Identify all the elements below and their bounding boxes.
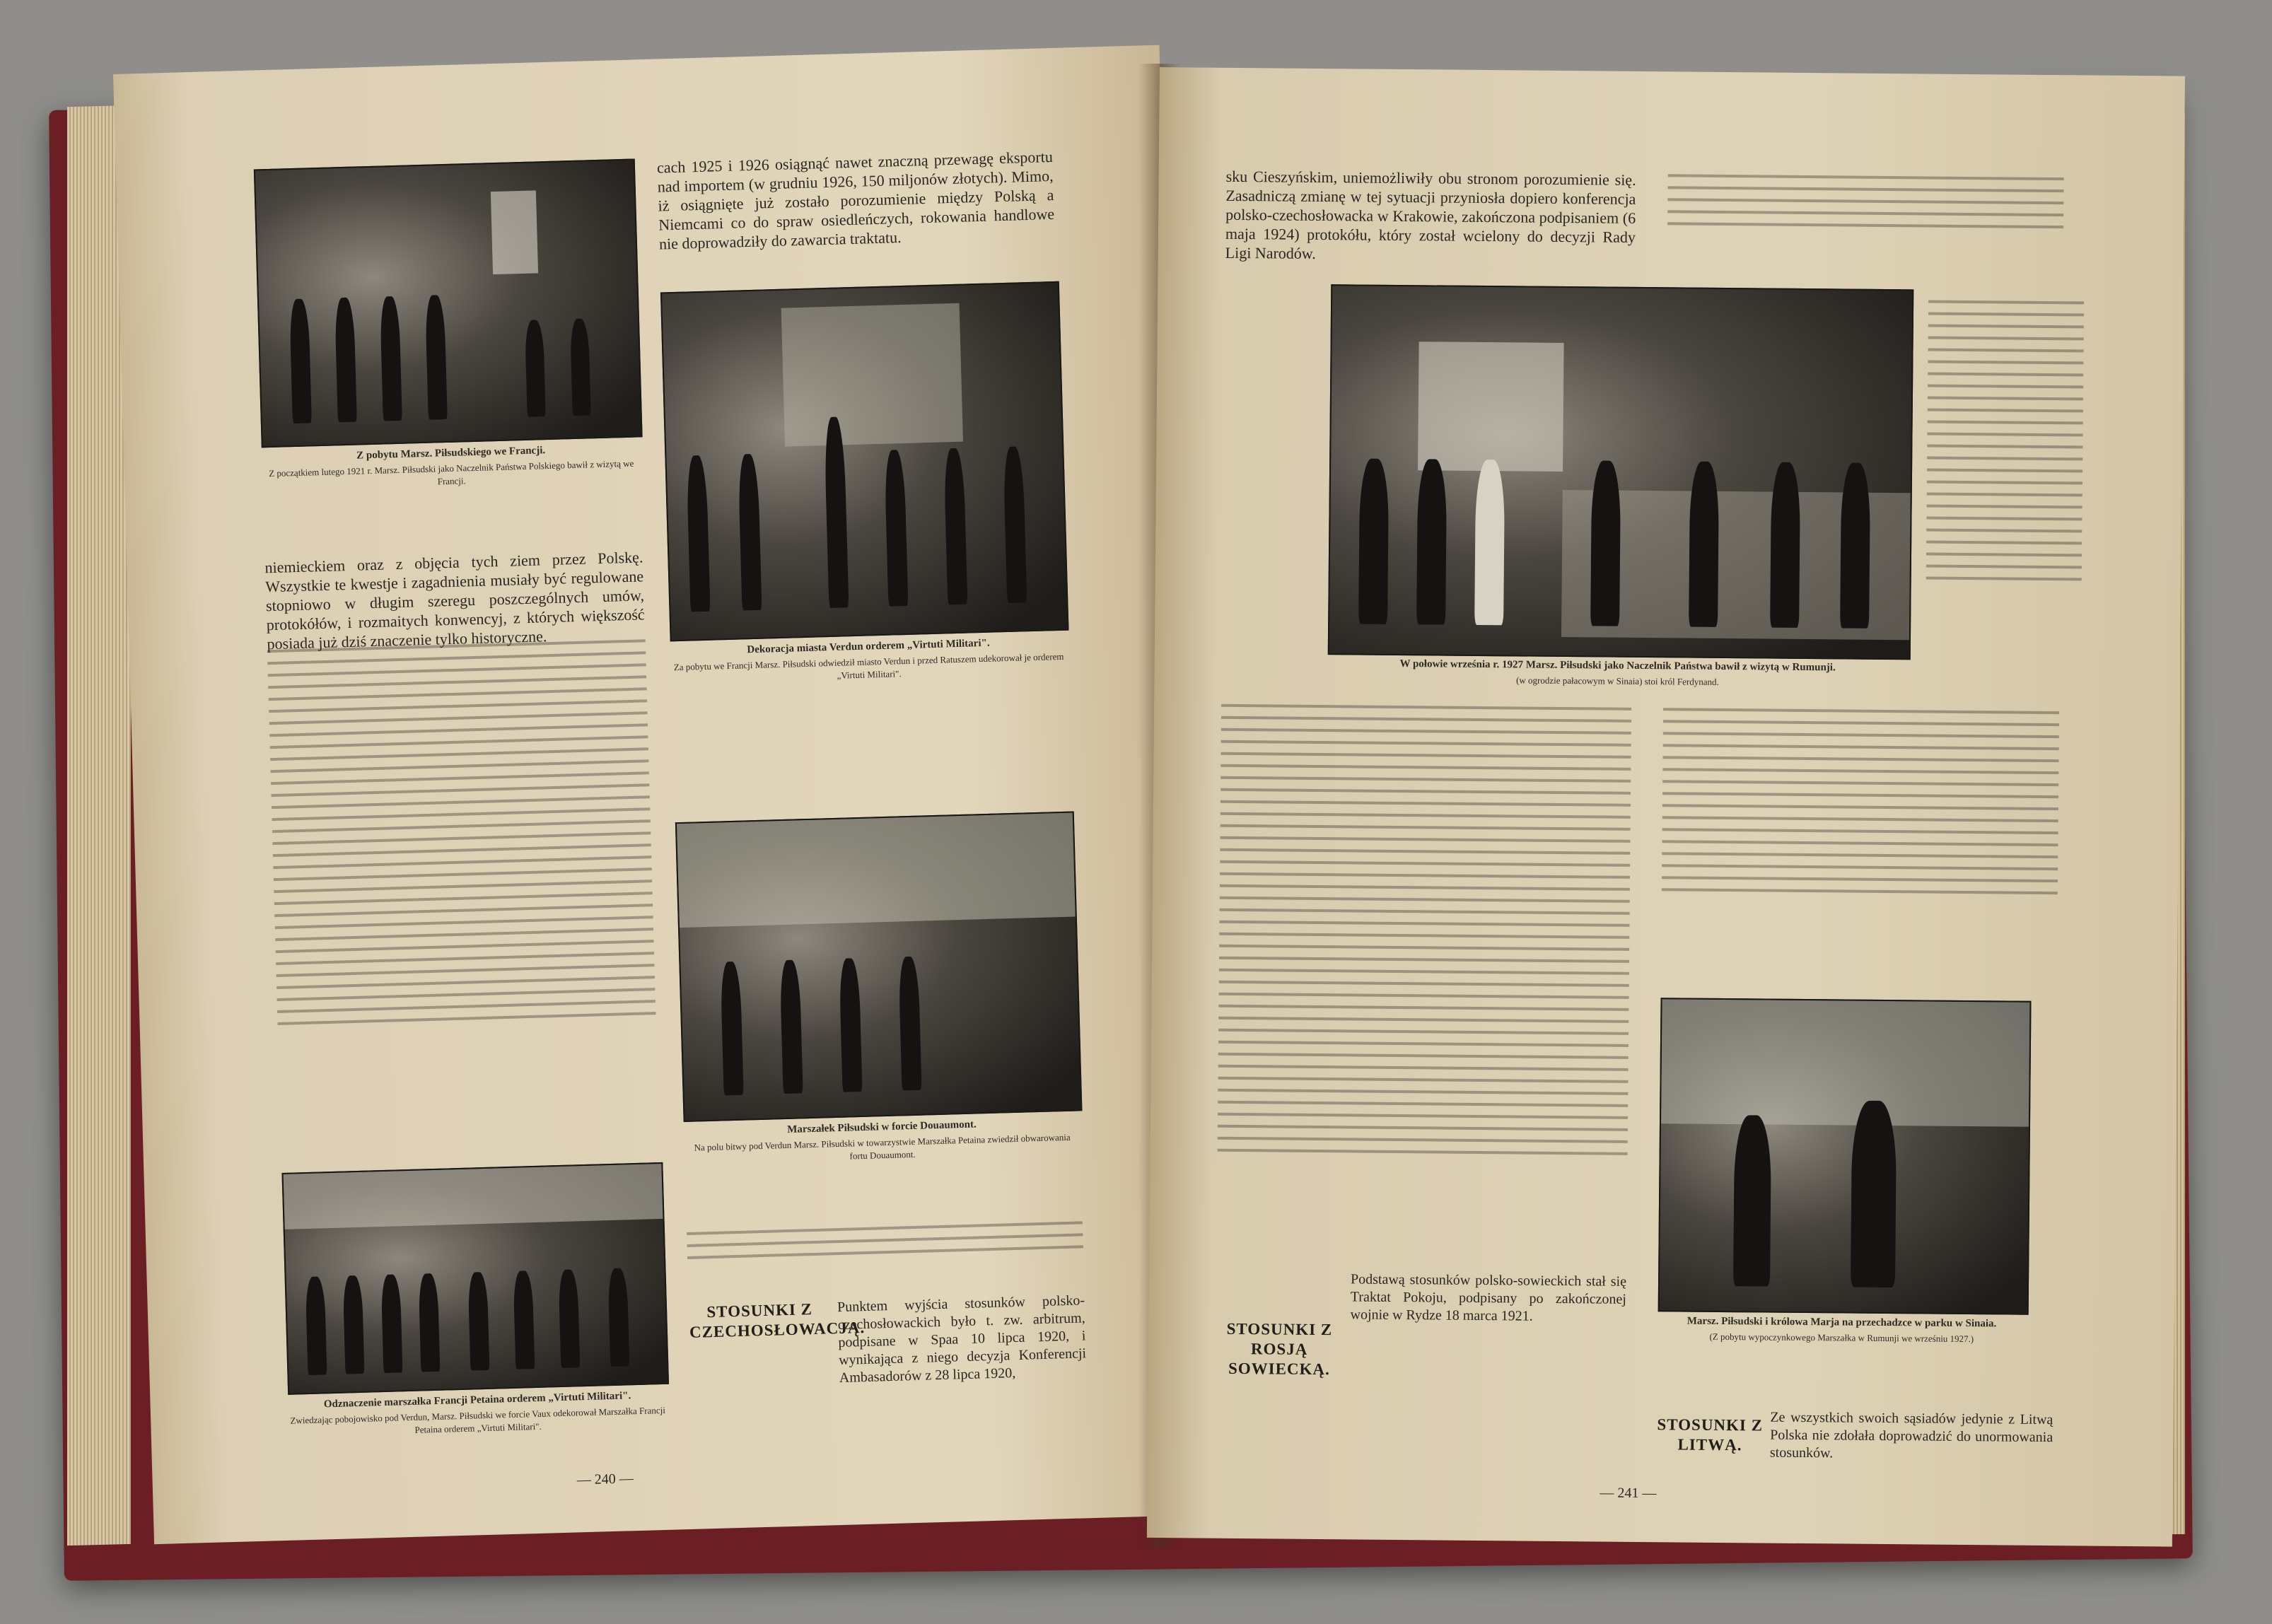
lithuania-text: Ze wszystkich swoich sąsiadów jedynie z Litwą Polska nie zdołała doprowadzić do unormowania stosunków.: [1769, 1409, 2053, 1461]
caption-photo-2: [670, 635, 1067, 687]
right-top-text: sku Cieszyńskim, uniemożliwiły obu stronom porozumienie się. Zasadniczą zmianę w tej sytuacji przyniosła dopiero konferencja polsko-czechosłowacka w Krakowie, zakończona podpisaniem (6 maja 1924) protokółu, który został wcielony do decyzji Rady Ligi Narodów.: [1225, 167, 1636, 262]
left-column-lines: [267, 639, 656, 1034]
right-col2-lines: [1662, 708, 2059, 904]
caption-romania-2-title: Marsz. Piłsudski i królowa Marja na przechadzce w parku w Sinaia.: [1686, 1315, 1997, 1330]
right-top-lines: [1667, 174, 2064, 238]
right-column-lines: [1926, 300, 2085, 590]
caption-2-text: Za pobytu we Francji Marsz. Piłsudski odwiedził miasto Verdun i przed Ratuszem udekorował je orderem „Virtuti Militari".: [673, 650, 1064, 681]
caption-photo-1: [262, 441, 641, 493]
caption-photo-3: [684, 1115, 1080, 1167]
caption-4-title: Odznaczenie marszałka Francji Petaina orderem „Virtuti Militari".: [323, 1390, 631, 1410]
photo-douaumont: [675, 811, 1083, 1122]
left-main-text: niemieckiem oraz z objęcia tych ziem przez Polskę. Wszystkie te kwestje i zagadnienia musiały być regulowane stopniowo w długim szeregu poszczególnych umów, protokółów, i rozmaitych konwencyj, z których większość posiada już dziś znaczenie tylko historyczne.: [264, 548, 645, 653]
caption-2-title: Dekoracja miasta Verdun orderem „Virtuti Militari".: [747, 637, 990, 656]
right-page: [1147, 67, 2185, 1547]
russia-text: Podstawą stosunków polsko-sowieckich stał się Traktat Pokoju, podpisany po zakończonej wojnie w Rydze 18 marca 1921.: [1350, 1271, 1627, 1324]
czech-text: Punktem wyjścia stosunków polsko-czechosłowackich było t. zw. arbitrum, podpisane w Spaa 10 lipca 1920, i wynikająca z niego decyzja Konferencji Ambasadorów z 28 lipca 1920,: [837, 1292, 1087, 1386]
caption-3-title: Marszałek Piłsudski w forcie Douaumont.: [787, 1118, 977, 1135]
caption-photo-4: [288, 1389, 667, 1440]
caption-romania-1-title: W połowie września r. 1927 Marsz. Piłsudski jako Naczelnik Państwa bawił z wizytą w Rumunji.: [1399, 658, 1836, 674]
right-middle-lines: [1218, 704, 1632, 1164]
caption-3-text: Na polu bitwy pod Verdun Marsz. Piłsudski w towarzystwie Marszałka Petaina zwiedził obwarowania fortu Douaumont.: [694, 1131, 1071, 1162]
right-page-number: — 241 —: [1600, 1485, 1657, 1502]
photo-france-visit: [254, 158, 643, 448]
caption-romania-2: [1658, 1314, 2025, 1346]
photo-queen-maria: [1658, 998, 2032, 1315]
heading-lithuania: STOSUNKI Z LITWĄ.: [1657, 1415, 1764, 1454]
left-bottom-lines: [687, 1221, 1083, 1268]
photo-romania-visit: [1328, 284, 1914, 660]
photo-verdun-decoration: [660, 281, 1069, 642]
caption-romania-2-text: (Z pobytu wypoczynkowego Marszałka w Rumunji we wrześniu 1927.): [1709, 1331, 1974, 1345]
caption-1-text: Z początkiem lutego 1921 r. Marsz. Piłsudski jako Naczelnik Państwa Polskiego bawił z wizytą we Francji.: [268, 457, 634, 487]
heading-czechoslovakia: STOSUNKI Z CZECHOSŁOWACJĄ.: [689, 1300, 866, 1341]
caption-romania-1: [1327, 657, 1907, 690]
heading-russia: STOSUNKI Z ROSJĄ SOWIECKĄ.: [1226, 1319, 1333, 1379]
left-page-number: — 240 —: [576, 1471, 634, 1488]
caption-4-text: Zwiedzając pobojowisko pod Verdun, Marsz. Piłsudski we forcie Vaux odekorował Marszałka Francji Petaina orderem „Virtuti Militari".: [290, 1404, 666, 1435]
left-page: [113, 45, 1201, 1545]
caption-1-title: Z pobytu Marsz. Piłsudskiego we Francji.: [356, 445, 546, 462]
left-top-text: cach 1925 i 1926 osiągnąć nawet znaczną przewagę eksportu nad importem (w grudniu 1926, 150 miljonów złotych). Mimo, iż osiągnięte już zostało porozumienie między Polską a Niemcami co do spraw osiedleńczych, rokowania handlowe nie doprowadziły do zawarcia traktatu.: [656, 147, 1055, 253]
caption-romania-1-text: (w ogrodzie pałacowym w Sinaia) stoi król Ferdynand.: [1516, 674, 1719, 687]
photo-petain-decoration: [281, 1162, 669, 1395]
